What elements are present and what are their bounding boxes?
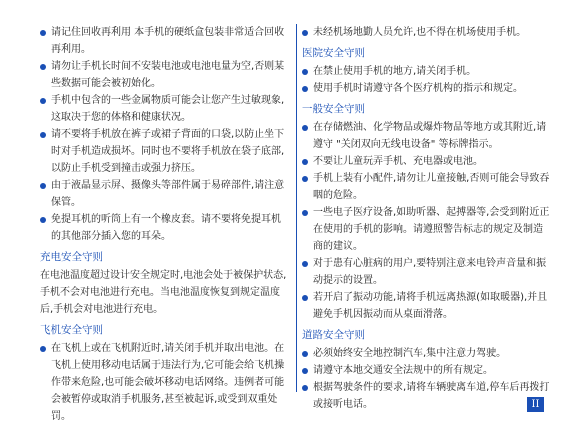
list-item: 手机中包含的一些金属物质可能会让您产生过敏现象,这取决于您的体格和健康状况。: [40, 92, 290, 126]
road-safety-heading: 道路安全守则: [302, 329, 365, 341]
list-item: 由于液晶显示屏、摄像头等部件属于易碎部件,请注意保管。: [40, 177, 290, 211]
hospital-list: [302, 63, 552, 97]
intro-list: [40, 24, 290, 245]
flight-safety-heading: 飞机安全守则: [40, 324, 103, 336]
battery-safety-text: 在电池温度超过设计安全规定时,电池会处于被保护状态,手机不会对电池进行充电。当电池温度恢复到规定温度后,手机会对电池进行充电。: [40, 270, 287, 315]
list-item: 对于患有心脏病的用户,要特别注意来电铃声音量和振动提示的设置。: [302, 255, 552, 289]
list-item: 在飞机上或在飞机附近时,请关闭手机并取出电池。在飞机上使用移动电话属于违法行为,它可能会给飞机操作带来危险,也可能会破坏移动电话网络。违例者可能会被暂停或取消手机服务,甚至被起诉,或受到双重处罚。: [40, 340, 290, 425]
battery-safety-heading: 充电安全守则: [40, 251, 103, 263]
left-column: [40, 24, 290, 425]
page-number-badge: II: [527, 397, 544, 412]
list-item: 手机上装有小配件,请勿让儿童接触,否则可能会导致吞咽的危险。: [302, 170, 552, 204]
list-item: 请记住回收再利用 本手机的硬纸盒包装非常适合回收再利用。: [40, 24, 290, 58]
list-item: 在禁止使用手机的地方,请关闭手机。: [302, 63, 552, 80]
list-item: 使用手机时请遵守各个医疗机构的指示和规定。: [302, 80, 552, 97]
list-item: 一些电子医疗设备,如助听器、起搏器等,会受到附近正在使用的手机的影响。请遵照警告标志的规定及制造商的建议。: [302, 204, 552, 255]
general-safety-heading: 一般安全守则: [302, 103, 365, 115]
column-divider: [296, 24, 297, 392]
list-item: 未经机场地勤人员允许,也不得在机场使用手机。: [302, 24, 552, 41]
list-item: 不要让儿童玩弄手机、充电器或电池。: [302, 153, 552, 170]
right-column: [302, 24, 552, 413]
list-item: 请不要将手机放在裤子或裙子背面的口袋,以防止坐下时对手机造成损坏。同时也不要将手机放在袋子底部,以防止手机受到撞击或强力挤压。: [40, 126, 290, 177]
general-list: [302, 119, 552, 323]
road-list: [302, 345, 552, 413]
list-item: 必须始终安全地控制汽车,集中注意力驾驶。: [302, 345, 552, 362]
list-item: 请勿让手机长时间不安装电池或电池电量为空,否则某些数据可能会被初始化。: [40, 58, 290, 92]
list-item: 请遵守本地交通安全法规中的所有规定。: [302, 362, 552, 379]
list-item: 若开启了振动功能,请将手机远离热源(如取暖器),并且避免手机因振动而从桌面滑落。: [302, 289, 552, 323]
hospital-safety-heading: 医院安全守则: [302, 47, 365, 59]
list-item: 免提耳机的听筒上有一个橡皮套。请不要将免提耳机的其他部分插入您的耳朵。: [40, 211, 290, 245]
list-item: 在存储燃油、化学物品或爆炸物品等地方或其附近,请遵守 "关闭双向无线电设备" 等标牌指示。: [302, 119, 552, 153]
list-item: 根据驾驶条件的要求,请将车辆驶离车道,停车后再拨打或接听电话。: [302, 379, 552, 413]
airport-list: [302, 24, 552, 41]
flight-list: [40, 340, 290, 425]
